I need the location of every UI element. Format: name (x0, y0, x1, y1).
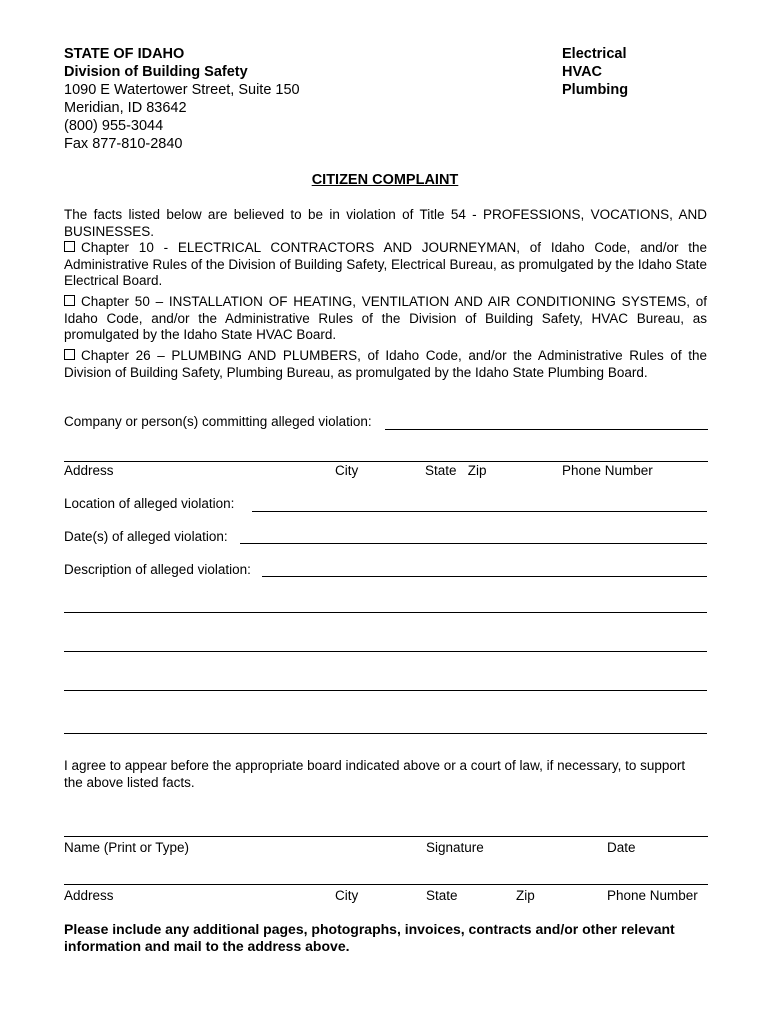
description-input-line[interactable] (262, 576, 707, 577)
location-label: Location of alleged violation: (64, 496, 235, 511)
address-line2: Meridian, ID 83642 (64, 100, 187, 116)
name-signature-input-line[interactable] (64, 836, 708, 837)
violator-state-zip-label: State Zip (425, 463, 487, 478)
chapter-10-checkbox[interactable] (64, 241, 75, 252)
chapter-10-text: Chapter 10 - ELECTRICAL CONTRACTORS AND JOURNEYMAN, of Idaho Code, and/or the Administrative Rules of the Division of Building Safety, Electrical Bureau, as promulgated by the Idaho State Electrical Board. (64, 240, 707, 288)
chapter-50-checkbox[interactable] (64, 295, 75, 306)
agency-fax: Fax 877-810-2840 (64, 136, 183, 152)
complainant-address-label: Address (64, 888, 114, 903)
program-list (562, 45, 628, 99)
chapter-50-item (64, 294, 707, 344)
agency-header (64, 45, 300, 153)
company-label: Company or person(s) committing alleged violation: (64, 414, 372, 429)
description-label: Description of alleged violation: (64, 562, 251, 577)
agency-state: STATE OF IDAHO (64, 46, 185, 62)
description-line-2[interactable] (64, 612, 707, 613)
address-line1: 1090 E Watertower Street, Suite 150 (64, 82, 300, 98)
violator-address-label: Address (64, 463, 114, 478)
chapter-26-text: Chapter 26 – PLUMBING AND PLUMBERS, of Idaho Code, and/or the Administrative Rules of the Division of Building Safety, Plumbing Bureau, as promulgated by the Idaho State Plumbing Board. (64, 348, 707, 380)
violator-address-input-line[interactable] (64, 461, 708, 462)
chapter-10-item (64, 240, 707, 290)
violator-phone-label: Phone Number (562, 463, 653, 478)
dates-input-line[interactable] (240, 543, 707, 544)
chapter-26-checkbox[interactable] (64, 349, 75, 360)
dates-label: Date(s) of alleged violation: (64, 529, 228, 544)
company-input-line[interactable] (385, 429, 708, 430)
signature-label: Signature (426, 840, 484, 855)
complainant-phone-label: Phone Number (607, 888, 698, 903)
program-plumbing: Plumbing (562, 82, 629, 98)
name-label: Name (Print or Type) (64, 840, 190, 855)
program-electrical: Electrical (562, 46, 627, 62)
description-line-5[interactable] (64, 733, 707, 734)
form-title: CITIZEN COMPLAINT (311, 172, 459, 188)
complainant-city-label: City (335, 888, 359, 903)
chapter-26-item (64, 348, 707, 381)
date-label: Date (607, 840, 636, 855)
program-hvac: HVAC (562, 64, 603, 80)
description-line-3[interactable] (64, 651, 707, 652)
footer-note: Please include any additional pages, photographs, invoices, contracts and/or other relevant information and mail to the address above. (64, 921, 675, 954)
chapter-50-text: Chapter 50 – INSTALLATION OF HEATING, VENTILATION AND AIR CONDITIONING SYSTEMS, of Idaho Code, and/or the Administrative Rules of the Division of Building Safety, HVAC Bureau, as promulgated by the Idaho State HVAC Board. (64, 294, 707, 342)
agreement-text: I agree to appear before the appropriate board indicated above or a court of law, if necessary, to support the above listed facts. (64, 758, 686, 790)
agency-division: Division of Building Safety (64, 64, 248, 80)
complainant-address-input-line[interactable] (64, 884, 708, 885)
description-line-4[interactable] (64, 690, 707, 691)
complainant-state-label: State (426, 888, 458, 903)
agency-phone: (800) 955-3044 (64, 118, 164, 134)
intro-text: The facts listed below are believed to be in violation of Title 54 - PROFESSIONS, VOCATIONS, AND BUSINESSES. (64, 207, 707, 239)
location-input-line[interactable] (252, 511, 707, 512)
complainant-zip-label: Zip (516, 888, 535, 903)
violator-city-label: City (335, 463, 359, 478)
